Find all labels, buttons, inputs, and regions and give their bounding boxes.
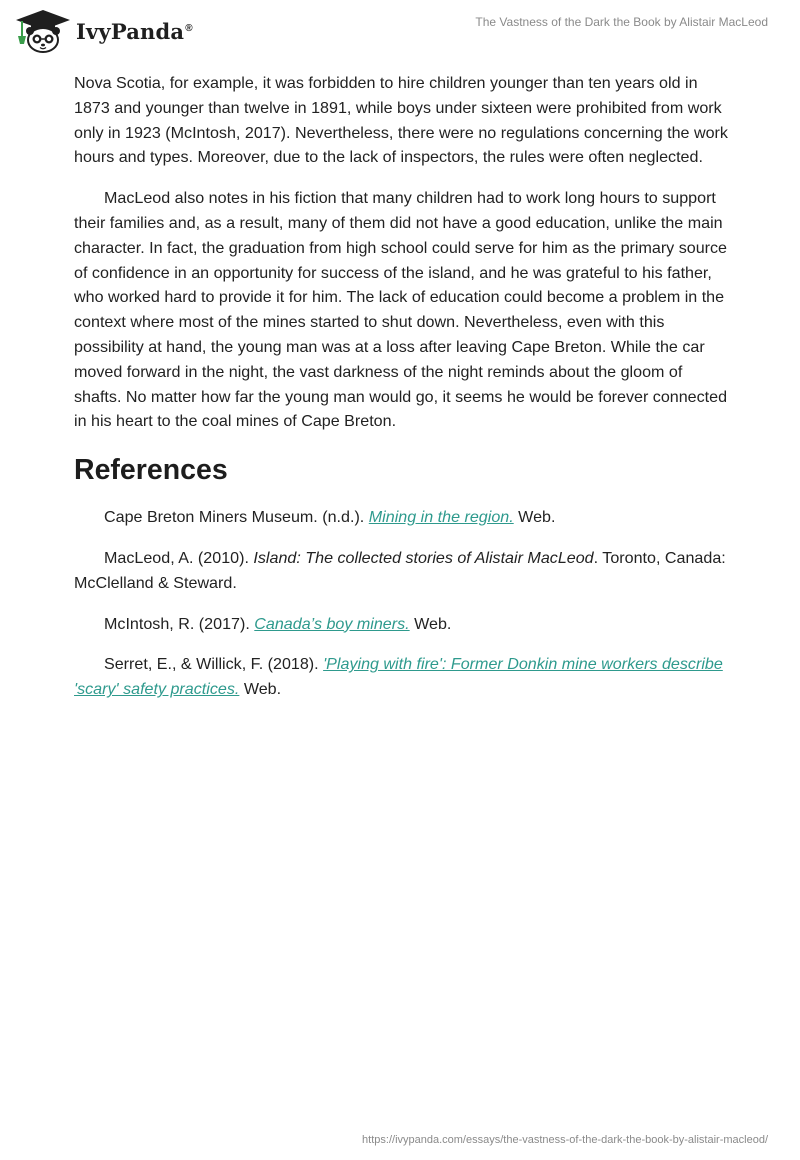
essay-content (74, 71, 734, 718)
reference-text: MacLeod, A. (2010). (104, 548, 254, 567)
logo-wordmark: IvyPanda® (76, 18, 193, 44)
reference-item (74, 652, 734, 702)
registered-mark: ® (185, 22, 193, 34)
reference-item (74, 546, 734, 596)
reference-text: Web. (409, 614, 452, 633)
body-paragraph: MacLeod also notes in his fiction that many children had to work long hours to support their families and, as a result, many of them did not have a good education, unlike the main character. In fact, the graduation from high school could serve for him as the primary source of confidence in an opportunity for success of the island, and he was grateful to his father, who worked hard to provide it for him. The lack of education could become a problem in the context where most of the mines started to shut down. Nevertheless, even with this possibility at hand, the young man was at a loss after leaving Cape Breton. While the car moved forward in the night, the vast darkness of the night reminds about the gloom of shafts. No matter how far the young man would go, it seems he would be forever connected in his heart to the coal mines of Cape Breton. (74, 189, 728, 431)
body-paragraph: Nova Scotia, for example, it was forbidden to hire children younger than ten years old in 1873 and younger than twelve in 1891, while boys under sixteen were prohibited from work only in 1923 (McIntosh, 2017). Nevertheless, there were no regulations concerning the work hours and types. Moreover, due to the lack of inspectors, the rules were often neglected. (74, 74, 728, 167)
reference-text: Cape Breton Miners Museum. (n.d.). (104, 508, 369, 527)
references-heading: References (74, 454, 228, 487)
panda-graduate-icon (14, 8, 72, 54)
reference-item (74, 612, 734, 637)
ivypanda-logo[interactable] (14, 8, 193, 54)
reference-link[interactable]: Canada’s boy miners. (254, 614, 410, 633)
reference-item (74, 505, 734, 530)
reference-text: Web. (513, 508, 556, 527)
reference-book-title: Island: The collected stories of Alistair MacLeod (253, 548, 594, 567)
reference-link[interactable]: Mining in the region. (368, 508, 514, 527)
document-title: The Vastness of the Dark the Book by Alistair MacLeod (475, 15, 768, 29)
footer-url[interactable]: https://ivypanda.com/essays/the-vastness-of-the-dark-the-book-by-alistair-macleod/ (362, 1134, 768, 1146)
reference-text: . Toronto, Canada: McClelland & Steward. (74, 548, 726, 592)
reference-text: Web. (239, 680, 282, 699)
reference-text: McIntosh, R. (2017). (104, 614, 255, 633)
reference-link[interactable]: 'Playing with fire': Former Donkin mine workers describe 'scary' safety practices. (74, 655, 723, 699)
reference-text: Serret, E., & Willick, F. (2018). (104, 655, 324, 674)
